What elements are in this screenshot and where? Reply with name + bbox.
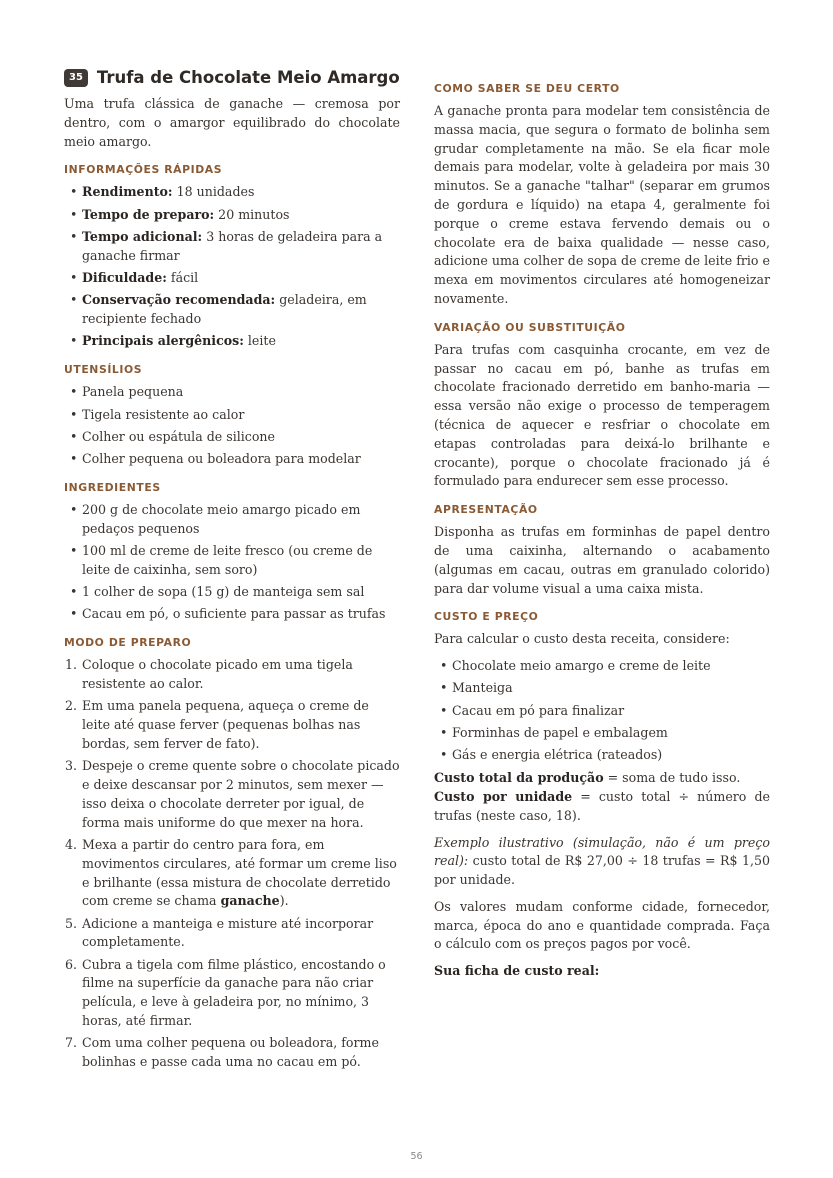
step-number: 6. [65, 956, 78, 972]
info-value: geladeira, em recipiente fechado [82, 292, 367, 327]
ingredients-heading: INGREDIENTES [64, 480, 161, 494]
method-step [64, 656, 400, 694]
method-step [64, 1034, 400, 1072]
step-number: 5. [65, 915, 78, 931]
example-italic: Exemplo ilustrativo (simulação, não é um preço real): [434, 834, 770, 869]
info-item [64, 332, 400, 351]
ingredient-item: • Cacau em pó, o suficiente para passar as trufas [64, 605, 400, 624]
cost-intro: Para calcular o custo desta receita, considere: [434, 631, 730, 647]
info-item [64, 183, 400, 202]
cost-sheet-label-text: Sua ficha de custo real: [434, 963, 600, 979]
step-text-after: ). [279, 893, 289, 909]
step-number: 3. [65, 758, 78, 774]
info-item [64, 291, 400, 329]
info-value: 3 horas de geladeira para a ganache firmar [82, 228, 383, 263]
cost-formula [434, 769, 770, 825]
step-text: Mexa a partir do centro para fora, em movimentos circulares, até formar um creme liso e brilhante (essa mistura de chocolate derretido com creme se chama [82, 836, 397, 909]
cost-item: • Gás e energia elétrica (rateados) [434, 746, 770, 765]
total-cost-text: = soma de tudo isso. [603, 770, 741, 786]
cost-item: • Forminhas de papel e embalagem [434, 724, 770, 743]
recipe-title: Trufa de Chocolate Meio Amargo [96, 68, 400, 87]
ingredients-list [64, 501, 400, 624]
method-step [64, 915, 400, 953]
info-label: Rendimento: [82, 184, 173, 200]
ingredient-item: • 1 colher de sopa (15 g) de manteiga sem sal [64, 583, 400, 602]
step-text: Adicione a manteiga e misture até incorporar completamente. [82, 915, 374, 950]
utensil-item: • Colher ou espátula de silicone [64, 428, 400, 447]
method-step [64, 697, 400, 753]
step-text: Coloque o chocolate picado em uma tigela resistente ao calor. [82, 657, 353, 692]
step-text: Despeje o creme quente sobre o chocolate picado e deixe descansar por 2 minutos, sem mexer — isso deixa o chocolate derreter por igual, de forma mais uniforme do que mexer na hora. [82, 758, 400, 830]
info-label: Tempo adicional: [82, 228, 203, 244]
cost-sheet-label [434, 962, 770, 981]
step-text: Com uma colher pequena ou boleadora, forme bolinhas e passe cada uma no cacau em pó. [82, 1035, 379, 1070]
utensil-item: • Panela pequena [64, 383, 400, 402]
cost-example [434, 834, 770, 890]
cost-heading: CUSTO E PREÇO [434, 610, 539, 624]
step-number: 1. [65, 657, 78, 673]
info-heading: INFORMAÇÕES RÁPIDAS [64, 163, 223, 177]
variation-text: Para trufas com casquinha crocante, em vez de passar no cacau em pó, banhe as trufas em chocolate fracionado derretido em banho-maria — essa versão não exige o processo de temperagem (técnica de aquecer e resfriar o chocolate em etapas controladas para deixá-lo brilhante e crocante), porque o chocolate fracionado já é formulado para endurecer sem esse processo. [434, 341, 770, 489]
recipe-intro: Uma trufa clássica de ganache — cremosa por dentro, com o amargor equilibrado do chocolate meio amargo. [64, 96, 400, 149]
utensils-heading: UTENSÍLIOS [64, 363, 143, 377]
unit-cost-text: = custo total ÷ número de trufas (neste caso, 18). [434, 788, 770, 823]
info-label: Principais alergênicos: [82, 333, 244, 349]
method-step [64, 956, 400, 1031]
method-steps [64, 656, 400, 1072]
unit-cost-label: Custo por unidade [434, 788, 573, 804]
ingredient-item: • 200 g de chocolate meio amargo picado em pedaços pequenos [64, 501, 400, 539]
utensil-item: • Tigela resistente ao calor [64, 406, 400, 425]
variation-heading: VARIAÇÃO OU SUBSTITUIÇÃO [434, 320, 626, 334]
method-heading: MODO DE PREPARO [64, 636, 192, 650]
left-column [64, 68, 400, 1075]
utensils-list [64, 383, 400, 469]
cost-item: • Chocolate meio amargo e creme de leite [434, 657, 770, 676]
presentation-text: Disponha as trufas em forminhas de papel dentro de uma caixinha, alternando o acabamento (algumas em cacau, outras em granulado colorido) para dar volume visual a uma caixa mista. [434, 524, 770, 596]
info-list [64, 183, 400, 351]
step-text: Em uma panela pequena, aqueça o creme de leite até quase ferver (pequenas bolhas nas bordas, sem ferver de fato). [82, 698, 369, 751]
check-text: A ganache pronta para modelar tem consistência de massa macia, que segura o formato de bolinha sem grudar completamente na mão. Se ela ficar mole demais para modelar, volte à geladeira por mais 30 minutos. Se a ganache "talhar" (separar em grumos de gordura e líquido) na etapa 4, geralmente foi porque o creme estava fervendo demais ou o chocolate era de baixa qualidade — nesse caso, adicione uma colher de sopa de creme de leite frio e mexa em movimentos circulares até homogeneizar novamente. [434, 103, 770, 306]
info-label: Dificuldade: [82, 270, 167, 286]
cost-items-list [434, 657, 770, 765]
info-value: 18 unidades [172, 184, 255, 200]
info-value: leite [243, 333, 276, 349]
info-item [64, 228, 400, 266]
utensil-item: • Colher pequena ou boleadora para modelar [64, 450, 400, 469]
step-bold-term: ganache [220, 893, 280, 909]
cost-item: • Cacau em pó para finalizar [434, 702, 770, 721]
info-value: 20 minutos [214, 206, 290, 222]
info-label: Tempo de preparo: [82, 206, 215, 222]
total-cost-label: Custo total da produção [434, 770, 604, 786]
right-column [434, 82, 770, 989]
cost-note: Os valores mudam conforme cidade, fornecedor, marca, época do ano e quantidade comprada. Faça o cálculo com os preços pagos por você. [434, 898, 770, 952]
recipe-number-badge: 35 [64, 69, 88, 87]
method-step [64, 757, 400, 832]
presentation-heading: APRESENTAÇÃO [434, 503, 538, 517]
info-value: fácil [166, 270, 199, 286]
info-item [64, 206, 400, 225]
step-text: Cubra a tigela com filme plástico, encostando o filme na superfície da ganache para não criar película, e leve à geladeira por, no mínimo, 3 horas, até firmar. [82, 956, 386, 1029]
step-number: 7. [65, 1035, 78, 1051]
title-row [64, 68, 400, 87]
step-number: 4. [65, 836, 78, 852]
ingredient-item: • 100 ml de creme de leite fresco (ou creme de leite de caixinha, sem soro) [64, 542, 400, 580]
example-text: custo total de R$ 27,00 ÷ 18 trufas = R$ 1,50 por unidade. [434, 853, 770, 888]
info-item [64, 269, 400, 288]
method-step [64, 836, 400, 911]
info-label: Conservação recomendada: [82, 292, 276, 308]
step-number: 2. [65, 698, 78, 714]
page-number: 56 [410, 1151, 423, 1162]
cost-item: • Manteiga [434, 679, 770, 698]
check-heading: COMO SABER SE DEU CERTO [434, 82, 620, 95]
